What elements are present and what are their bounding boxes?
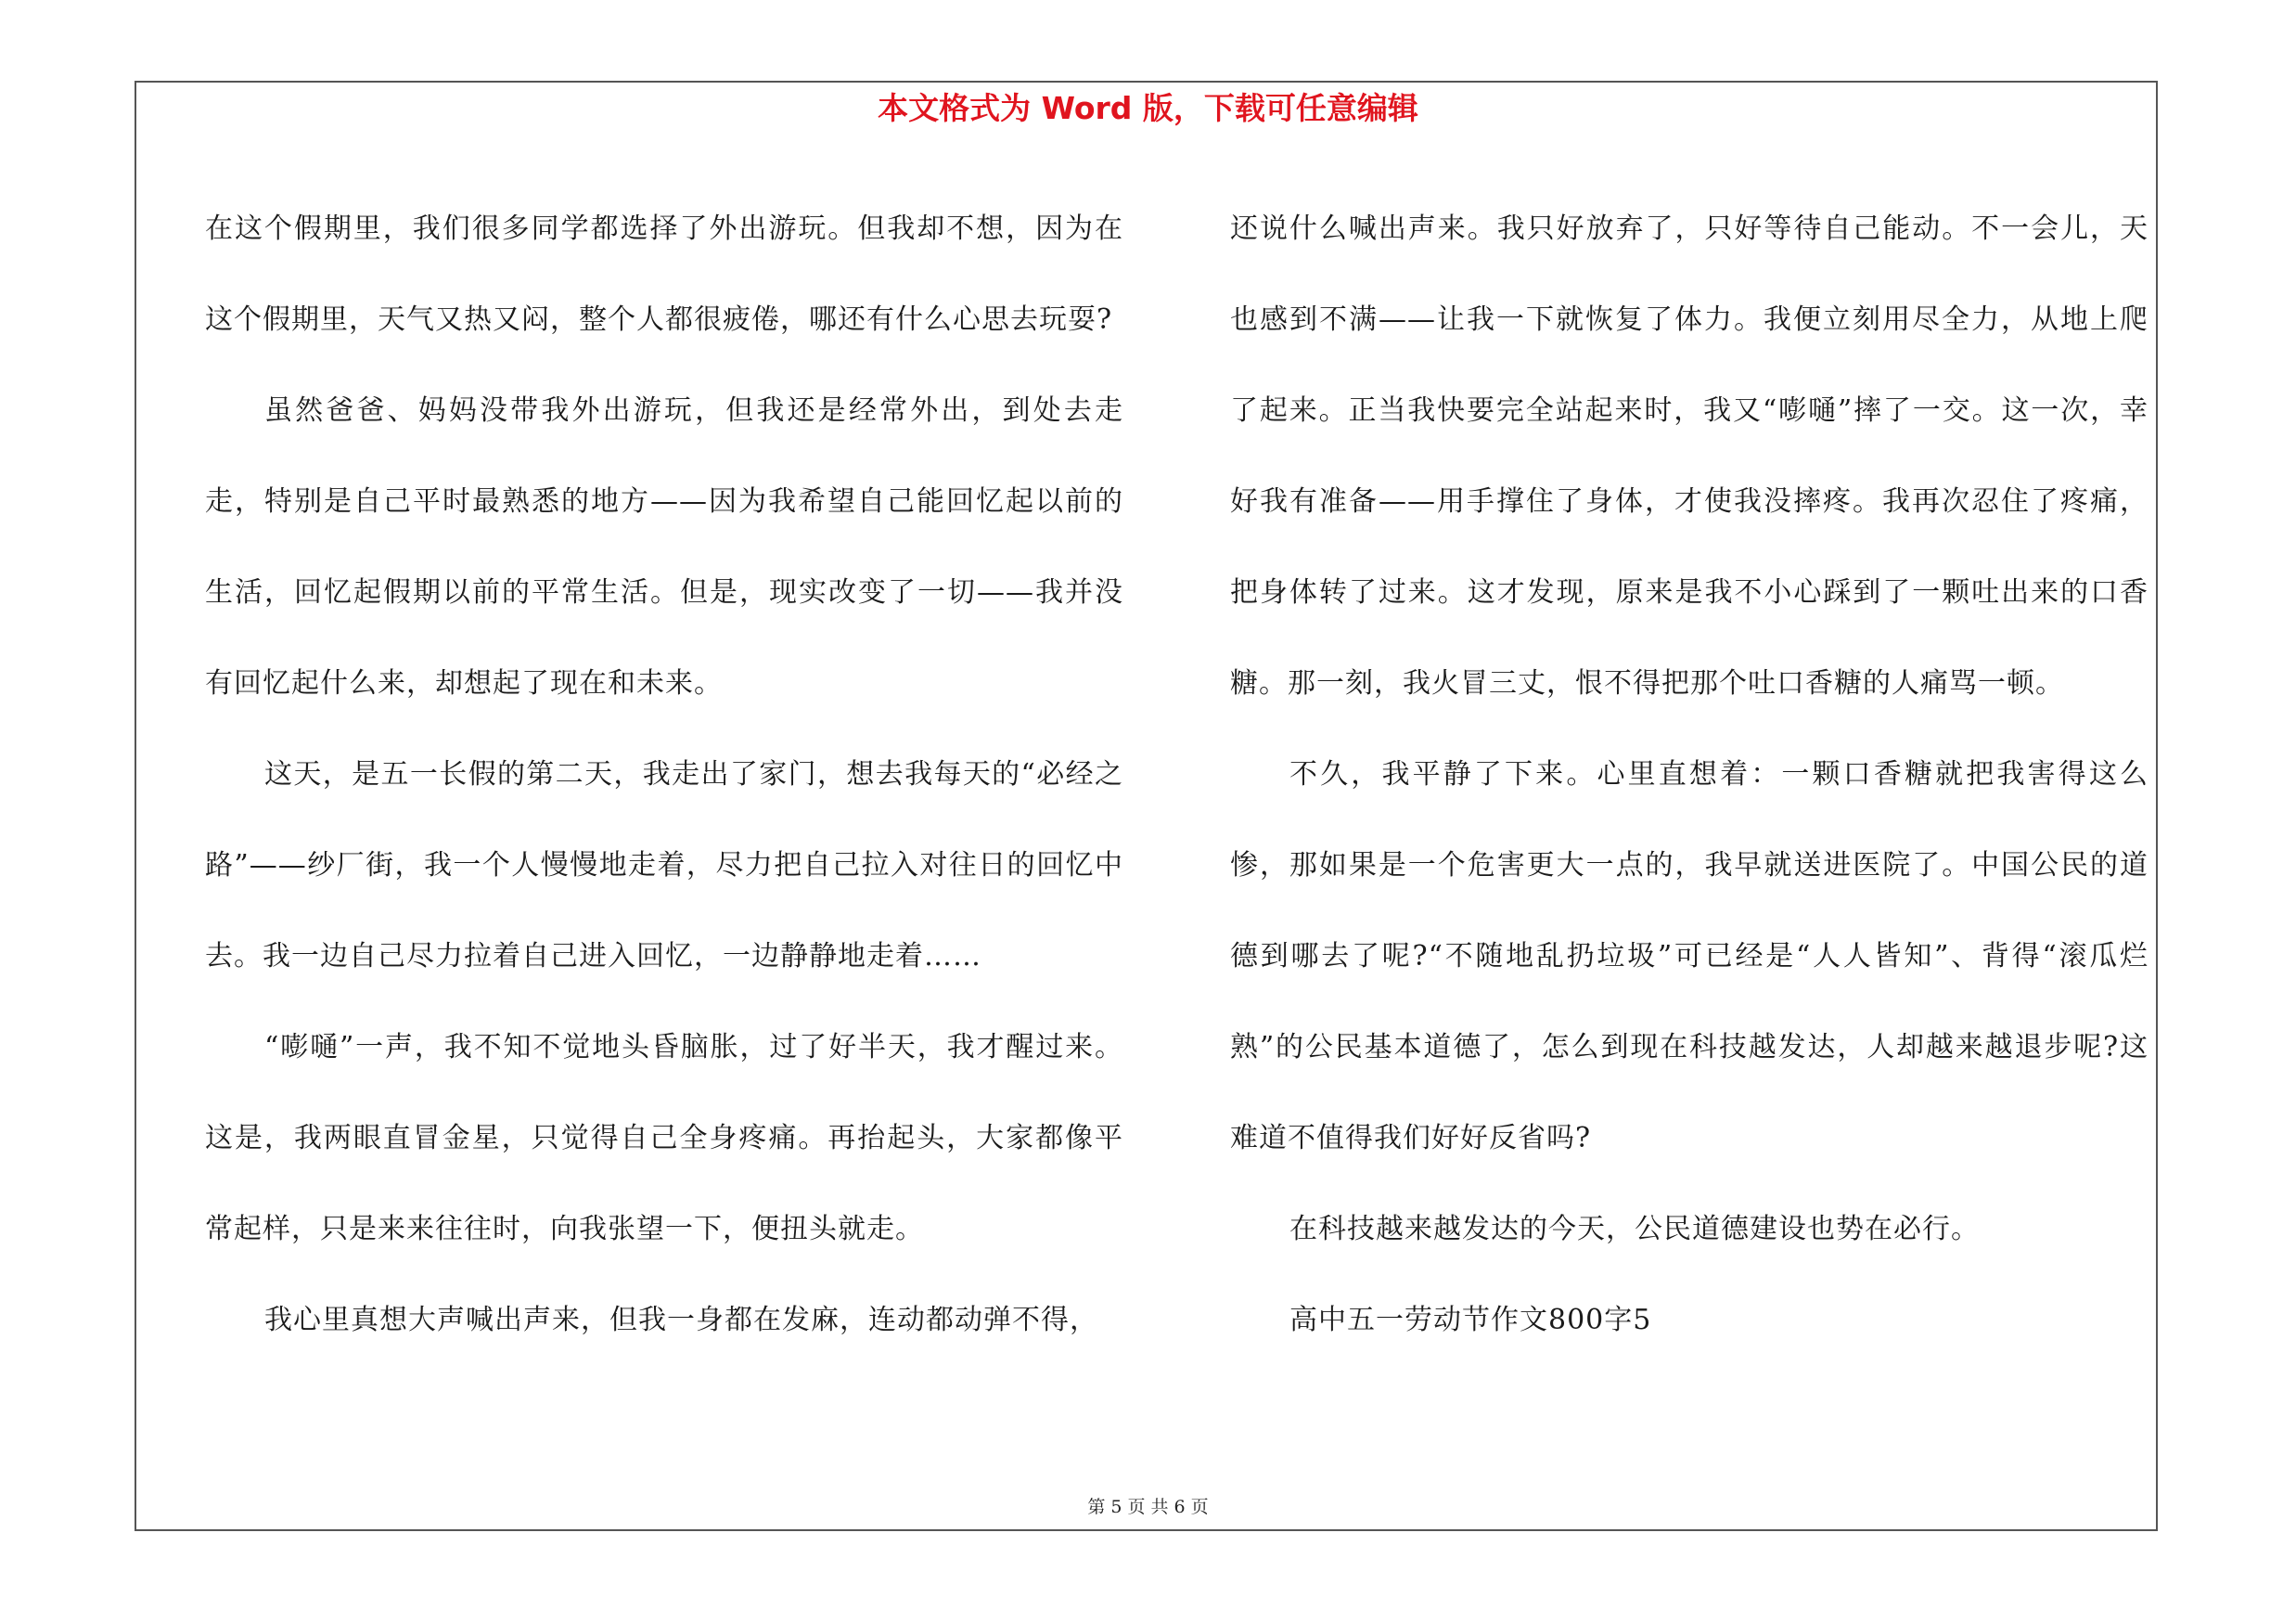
page-number: 第 5 页 共 6 页	[1087, 1497, 1209, 1517]
paragraph: 还说什么喊出声来。我只好放弃了，只好等待自己能动。不一会儿，天也感到不满——让我一下就恢复了体力。我便立刻用尽全力，从地上爬了起来。正当我快要完全站起来时，我又“嘭嗵”摔了一交。这一次，幸好我有准备——用手撑住了身体，才使我没摔疼。我再次忍住了疼痛，把身体转了过来。这才发现，原来是我不小心踩到了一颗吐出来的口香糖。那一刻，我火冒三丈，恨不得把那个吐口香糖的人痛骂一顿。	[1230, 213, 2148, 700]
paragraph: 这天，是五一长假的第二天，我走出了家门，想去我每天的“必经之路”——纱厂街，我一个人慢慢地走着，尽力把自己拉入对往日的回忆中去。我一边自己尽力拉着自己进入回忆，一边静静地走着……	[205, 758, 1123, 973]
left-column	[205, 184, 1123, 1366]
paragraph: 虽然爸爸、妈妈没带我外出游玩，但我还是经常外出，到处去走走，特别是自己平时最熟悉的地方——因为我希望自己能回忆起以前的生活，回忆起假期以前的平常生活。但是，现实改变了一切——我并没有回忆起什么来，却想起了现在和未来。	[205, 394, 1123, 700]
paragraph: 在科技越来越发达的今天，公民道德建设也势在必行。	[1289, 1213, 1980, 1245]
document-header: 本文格式为 Word 版，下载可任意编辑	[878, 90, 1418, 126]
paragraph: “嘭嗵”一声，我不知不觉地头昏脑胀，过了好半天，我才醒过来。这是，我两眼直冒金星，只觉得自己全身疼痛。再抬起头，大家都像平常起样，只是来来往往时，向我张望一下，便扭头就走。	[205, 1031, 1123, 1245]
section-heading: 高中五一劳动节作文800字5	[1289, 1304, 1652, 1336]
right-column	[1230, 184, 2148, 1366]
paragraph: 我心里真想大声喊出声来，但我一身都在发麻，连动都动弹不得，	[264, 1304, 1098, 1336]
paragraph: 不久，我平静了下来。心里直想着：一颗口香糖就把我害得这么惨，那如果是一个危害更大一点的，我早就送进医院了。中国公民的道德到哪去了呢?“不随地乱扔垃圾”可已经是“人人皆知”、背得“滚瓜烂熟”的公民基本道德了，怎么到现在科技越发达，人却越来越退步呢?这难道不值得我们好好反省吗?	[1230, 758, 2148, 1154]
paragraph: 在这个假期里，我们很多同学都选择了外出游玩。但我却不想，因为在这个假期里，天气又热又闷，整个人都很疲倦，哪还有什么心思去玩耍?	[205, 213, 1123, 336]
